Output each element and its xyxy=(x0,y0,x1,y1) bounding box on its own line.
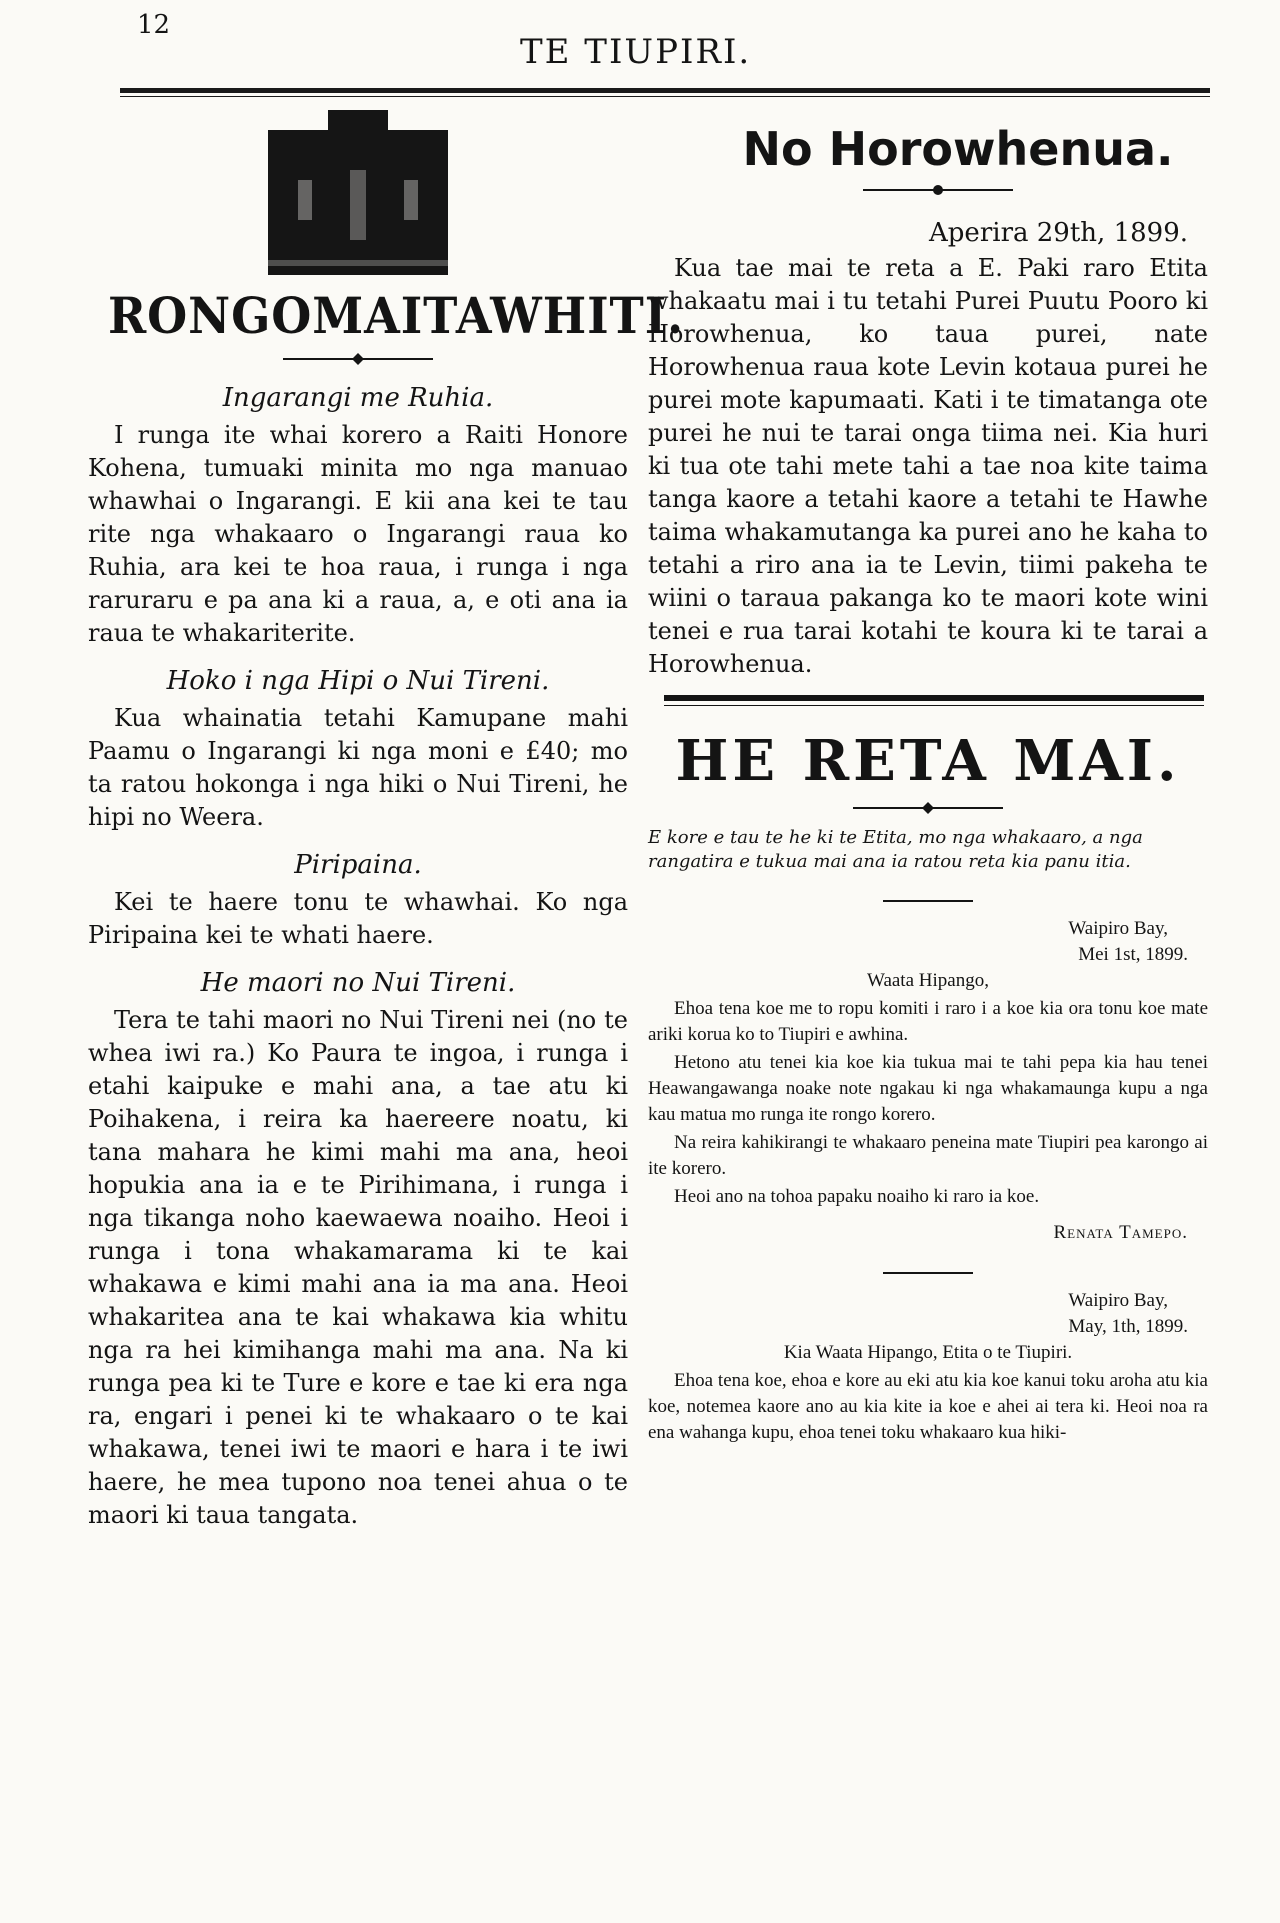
ornament-divider-icon xyxy=(858,182,1018,198)
ornament-divider-icon xyxy=(848,800,1008,816)
section-rule-thin xyxy=(664,705,1204,706)
article-paragraph: Kei te haere tonu te whawhai. Ko nga Piripaina kei te whati haere. xyxy=(88,888,628,949)
letter-2 xyxy=(648,1288,1208,1446)
heading-no-horowhenua: No Horowhenua. xyxy=(742,122,1174,176)
section-title-ingarangi: Ingarangi me Ruhia. xyxy=(222,383,494,413)
ornament-divider-icon xyxy=(278,351,438,367)
divider xyxy=(883,1272,973,1274)
letter-date: Mei 1st, 1899. xyxy=(1078,944,1188,965)
letter-place: Waipiro Bay, xyxy=(1068,1290,1168,1311)
masthead-rongomaitawhiti: RONGOMAITAWHITI. xyxy=(108,286,685,345)
letter-1 xyxy=(648,916,1208,1246)
article-paragraph: I runga ite whai korero a Raiti Honore Kohena, tumuaki minita mo nga manuao whawhai o Ingarangi. E kii ana kei te tau rite nga whakaaro o Ingarangi raua ko Ruhia, ara kei te hoa raua, i runga i nga raruraru e pa ana ki a raua, a, e oti ana ia raua te whakariterite. xyxy=(88,421,628,647)
letter-paragraph: Heoi ano na tohoa papaku noaiho ki raro ia koe. xyxy=(674,1186,1040,1207)
article-paragraph: Tera te tahi maori no Nui Tireni nei (no te whea iwi ra.) Ko Paura te ingoa, i runga i etahi kaipuke e mahi ana, a tae atu ki Poihakena, i reira ka haereere noatu, ki tana mahara he kimi mahi ma ana, heoi hopukia ana ia e te Pirihimana, i runga i nga tikanga noho kaewaewa noaiho. Heoi i runga i tona whakamarama ki te kai whakawa e kimi mahi ana ia ma ana. Heoi whakaritea ana te kai whakawa kia whitu nga ra hei kimihanga mahi ma ana. Na ki runga pea ki te Ture e kore e tae ki era nga ra, engari i penei ki te whakaaro o te kai whakawa, tenei iwi te maori e hara i te iwi haere, he mea tupono noa tenei ahua o te maori ki taua tangata. xyxy=(88,1006,628,1529)
letter-signature: Renata Tamepo. xyxy=(1053,1222,1188,1243)
letter-paragraph: Hetono atu tenei kia koe kia tukua mai te tahi pepa kia hau tenei Heawangawanga noake note ngakau ki nga whakamaunga kupu a nga kau matua mo runga ite rongo korero. xyxy=(648,1052,1208,1125)
letter-paragraph: Na reira kahikirangi te whakaaro peneina mate Tiupiri pea karongo ai ite korero. xyxy=(648,1132,1208,1179)
running-title: TE TIUPIRI. xyxy=(520,32,752,72)
letter-place: Waipiro Bay, xyxy=(1068,918,1168,939)
header-rule-thin xyxy=(120,96,1210,97)
section-title-maori: He maori no Nui Tireni. xyxy=(200,968,516,998)
section-title-hoko-hipi: Hoko i nga Hipi o Nui Tireni. xyxy=(166,666,550,696)
letter-salutation: Kia Waata Hipango, Etita o te Tiupiri. xyxy=(783,1342,1073,1363)
divider xyxy=(883,900,973,902)
header-rule xyxy=(120,88,1210,93)
right-column xyxy=(648,120,1208,1448)
letter-salutation: Waata Hipango, xyxy=(867,970,989,991)
page-number: 12 xyxy=(137,10,171,40)
section-title-piripaina: Piripaina. xyxy=(294,850,422,880)
building-emblem-icon xyxy=(258,110,458,280)
masthead-he-reta-mai: HE RETA MAI. xyxy=(675,728,1181,794)
article-paragraph: Kua whainatia tetahi Kamupane mahi Paamu o Ingarangi ki nga moni e £40; mo ta ratou hokonga i nga hiki o Nui Tireni, he hipi no Weera. xyxy=(88,704,628,831)
letter-paragraph: Ehoa tena koe me to ropu komiti i raro i a koe kia ora tonu koe mate ariki korua ko to Tiupiri e awhina. xyxy=(648,998,1208,1045)
left-column xyxy=(88,110,685,1536)
article-paragraph: Kua tae mai te reta a E. Paki raro Etita whakaatu mai i tu tetahi Purei Puutu Pooro ki Horowhenua, ko taua purei, nate Horowhenua raua kote Levin kotaua purei he purei mote kapumaati. Kati i te timatanga ote purei he nui te tarai onga tiima nei. Kia huri ki tua ote tahi mete tahi a tae noa kite taima tanga kaore a tetahi kaore a tetahi te Hawhe taima whakamutanga ka purei ano he kaha to tetahi a riro ana ia te Levin, tiimi pakeha te wiini o taraua pakanga ko te maori kote wini tenei e rua tarai kotahi te koura ki te tarai a Horowhenua. xyxy=(648,254,1208,678)
letter-date: May, 1th, 1899. xyxy=(1068,1316,1188,1337)
section-rule xyxy=(664,695,1204,701)
letter-paragraph: Ehoa tena koe, ehoa e kore au eki atu kia koe kanui toku aroha atu kia koe, notemea kaore ano au kia kite ia koe e ahei ai tera ki. Heoi noa ra ena wahanga kupu, ehoa tenei toku whakaaro kua hiki- xyxy=(648,1370,1208,1443)
article-date: Aperira 29th, 1899. xyxy=(929,218,1188,248)
editor-note: E kore e tau te he ki te Etita, mo nga whakaaro, a nga rangatira e tukua mai ana ia ratou reta kia panu itia. xyxy=(648,827,1143,872)
